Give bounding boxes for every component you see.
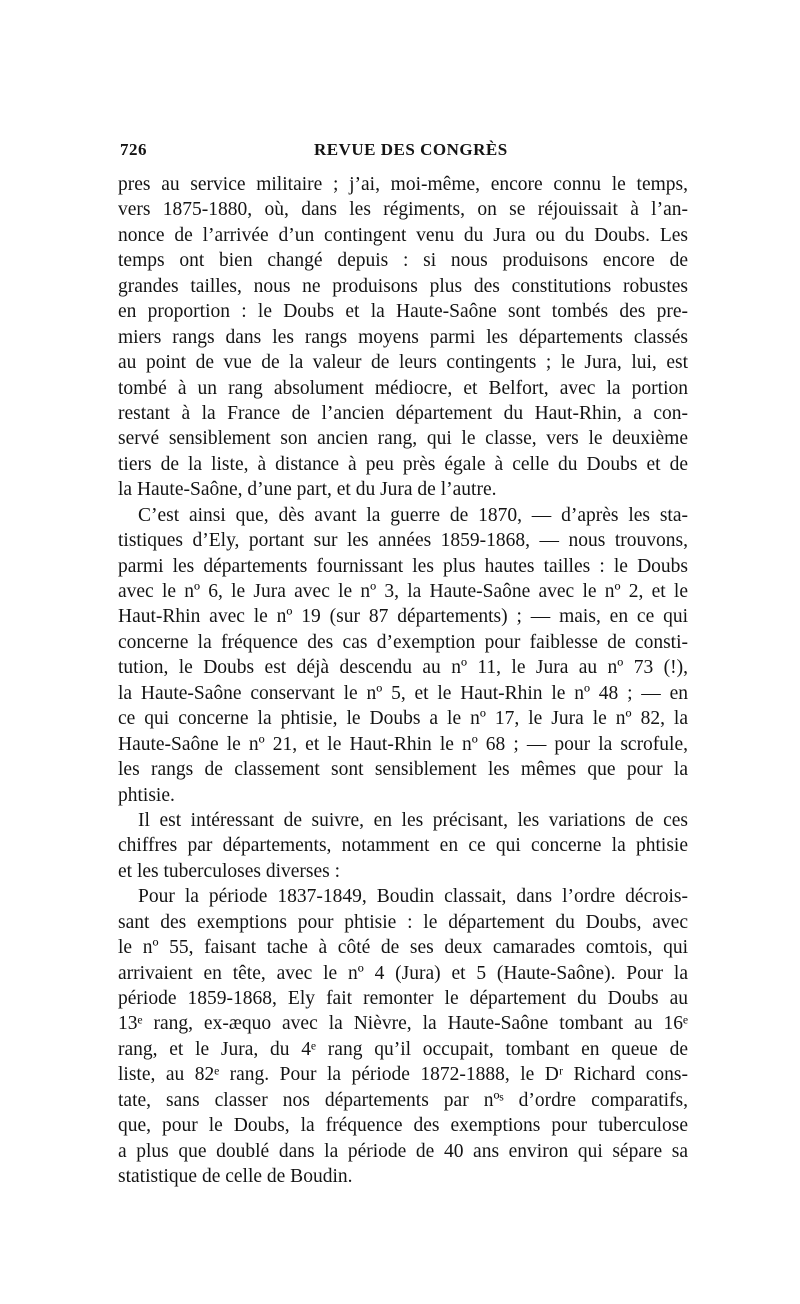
text-line: rang, et le Jura, du 4ᵉ rang qu’il occupait, tombant en queue de [118,1038,688,1060]
text-line: tution, le Doubs est déjà descendu au nº 11, le Jura au nº 73 (!), [118,657,688,679]
text-line: parmi les départements fournissant les plus hautes tailles : le Doubs [118,555,688,577]
text-line: a plus que doublé dans la période de 40 ans environ qui sépare sa [118,1140,688,1162]
text-line: tiers de la liste, à distance à peu près égale à celle du Doubs et de [118,453,688,475]
text-line: grandes tailles, nous ne produisons plus des constitutions robustes [118,275,688,297]
body-text [118,172,688,1190]
text-line: restant à la France de l’ancien département du Haut-Rhin, a con- [118,402,688,424]
text-line: 13ᵉ rang, ex-æquo avec la Nièvre, la Haute-Saône tombant au 16ᵉ [118,1013,688,1035]
running-title: REVUE DES CONGRÈS [314,140,508,159]
text-line: tistiques d’Ely, portant sur les années 1859-1868, — nous trouvons, [118,530,688,552]
text-line: tombé à un rang absolument médiocre, et Belfort, avec la portion [118,377,688,399]
text-line: sant des exemptions pour phtisie : le département du Doubs, avec [118,911,688,933]
text-line: que, pour le Doubs, la fréquence des exemptions pour tuberculose [118,1115,688,1137]
text-line: période 1859-1868, Ely fait remonter le département du Doubs au [118,988,688,1009]
text-line: arrivaient en tête, avec le nº 4 (Jura) et 5 (Haute-Saône). Pour la [118,962,688,984]
text-line: phtisie. [118,784,175,806]
text-line: liste, au 82ᵉ rang. Pour la période 1872-1888, le Dʳ Richard cons- [118,1064,688,1086]
text-line: en proportion : le Doubs et la Haute-Saône sont tombés des pre- [118,301,688,323]
text-line: au point de vue de la valeur de leurs contingents ; le Jura, lui, est [118,352,688,374]
text-line: Haute-Saône le nº 21, et le Haut-Rhin le nº 68 ; — pour la scrofule, [118,733,688,755]
text-line: Haut-Rhin avec le nº 19 (sur 87 départements) ; — mais, en ce qui [118,606,688,628]
text-line: chiffres par départements, notamment en ce qui concerne la phtisie [118,835,688,857]
text-line: Il est intéressant de suivre, en les précisant, les variations de ces [138,809,688,831]
text-line: vers 1875-1880, où, dans les régiments, on se réjouissait à l’an- [118,199,688,221]
text-line: servé sensiblement son ancien rang, qui le classe, vers le deuxième [118,428,688,450]
text-line: et les tuberculoses diverses : [118,860,341,882]
text-line: avec le nº 6, le Jura avec le nº 3, la Haute-Saône avec le nº 2, et le [118,581,688,602]
text-line: C’est ainsi que, dès avant la guerre de 1870, — d’après les sta- [138,504,688,526]
text-line: statistique de celle de Boudin. [118,1166,353,1188]
text-line: nonce de l’arrivée d’un contingent venu du Jura ou du Doubs. Les [118,224,688,246]
text-line: Pour la période 1837-1849, Boudin classait, dans l’ordre décrois- [138,886,688,908]
text-line: ce qui concerne la phtisie, le Doubs a le nº 17, le Jura le nº 82, la [118,708,688,730]
text-line: le nº 55, faisant tache à côté de ses deux camarades comtois, qui [118,937,688,959]
text-line: concerne la fréquence des cas d’exemption pour faiblesse de consti- [118,631,688,653]
text-line: tate, sans classer nos départements par nºˢ d’ordre comparatifs, [118,1089,688,1111]
text-line: les rangs de classement sont sensiblement les mêmes que pour la [118,759,688,781]
running-head [120,140,690,164]
text-line: miers rangs dans les rangs moyens parmi les départements classés [118,326,688,348]
text-line: la Haute-Saône conservant le nº 5, et le Haut-Rhin le nº 48 ; — en [118,682,688,704]
text-line: temps ont bien changé depuis : si nous produisons encore de [118,250,688,272]
text-line: pres au service militaire ; j’ai, moi-même, encore connu le temps, [118,174,688,195]
page-number: 726 [120,140,147,159]
text-line: la Haute-Saône, d’une part, et du Jura de l’autre. [118,479,497,501]
